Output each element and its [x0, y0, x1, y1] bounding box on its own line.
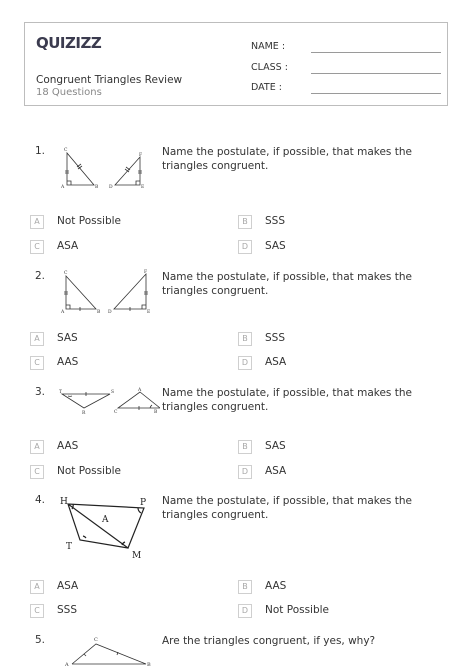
worksheet-header: [24, 22, 448, 106]
question-prompt: Name the postulate, if possible, that makes the triangles congruent.: [162, 495, 412, 521]
option-letter: B: [238, 215, 252, 229]
vertex-label: M: [132, 551, 142, 561]
question-prompt: Name the postulate, if possible, that makes the triangles congruent.: [162, 146, 412, 172]
triangle-figure: [56, 386, 160, 418]
option-text: SAS: [265, 440, 286, 452]
question-number: 1.: [35, 145, 46, 157]
triangle-figure: [56, 634, 156, 670]
option-letter: C: [30, 356, 44, 370]
vertex-label: B: [154, 410, 158, 415]
vertex-label: A: [102, 515, 109, 525]
quizizz-logo: QUIZIZZ: [36, 34, 102, 52]
vertex-label: B: [147, 662, 151, 668]
option-letter: D: [238, 356, 252, 370]
option-text: SAS: [57, 332, 78, 344]
name-line: [311, 52, 441, 53]
option-text: Not Possible: [57, 465, 122, 477]
option-text: SSS: [265, 215, 285, 227]
option-letter: B: [238, 332, 252, 346]
question-number: 5.: [35, 634, 46, 646]
triangle-figure: [56, 145, 152, 193]
option-letter: C: [30, 240, 44, 254]
option-text: ASA: [265, 356, 287, 368]
option-letter: A: [30, 440, 44, 454]
option-letter: D: [238, 604, 252, 618]
question-prompt: Name the postulate, if possible, that makes the triangles congruent.: [162, 271, 412, 297]
question-number: 3.: [35, 386, 46, 398]
vertex-label: D: [108, 310, 112, 315]
option-letter: A: [30, 215, 44, 229]
option-letter: D: [238, 240, 252, 254]
vertex-label: P: [140, 498, 147, 508]
option-text: AAS: [57, 356, 79, 368]
quiz-title: Congruent Triangles Review: [36, 74, 183, 86]
date-line: [311, 93, 441, 94]
vertex-label: F: [139, 153, 143, 158]
vertex-label: C: [64, 271, 68, 276]
option-text: ASA: [57, 240, 79, 252]
vertex-label: T: [66, 542, 73, 552]
question-number: 4.: [35, 494, 46, 506]
option-letter: A: [30, 580, 44, 594]
vertex-label: T: [59, 390, 63, 395]
vertex-label: S: [111, 390, 115, 395]
option-text: ASA: [265, 465, 287, 477]
option-text: AAS: [265, 580, 287, 592]
vertex-label: A: [138, 388, 142, 393]
vertex-label: C: [114, 410, 118, 415]
triangle-figure: [56, 492, 156, 562]
vertex-label: D: [109, 185, 113, 190]
option-letter: C: [30, 465, 44, 479]
vertex-label: B: [97, 310, 101, 315]
option-letter: A: [30, 332, 44, 346]
vertex-label: R: [82, 411, 86, 416]
option-text: SSS: [57, 604, 77, 616]
question-count: 18 Questions: [36, 87, 102, 98]
option-letter: B: [238, 440, 252, 454]
option-letter: D: [238, 465, 252, 479]
vertex-label: B: [95, 185, 99, 190]
name-label: NAME :: [251, 41, 286, 52]
class-line: [311, 73, 441, 74]
vertex-label: A: [61, 185, 65, 190]
class-label: CLASS :: [251, 62, 288, 73]
vertex-label: C: [64, 148, 68, 153]
option-text: SAS: [265, 240, 286, 252]
option-letter: C: [30, 604, 44, 618]
question-prompt: Are the triangles congruent, if yes, why?: [162, 635, 376, 647]
option-text: Not Possible: [265, 604, 330, 616]
vertex-label: E: [147, 310, 151, 315]
option-text: ASA: [57, 580, 79, 592]
vertex-label: C: [94, 637, 98, 643]
question-prompt: Name the postulate, if possible, that makes the triangles congruent.: [162, 387, 412, 413]
vertex-label: A: [61, 310, 65, 315]
triangle-figure: [56, 268, 152, 316]
question-number: 2.: [35, 270, 46, 282]
date-label: DATE :: [251, 82, 282, 93]
option-letter: B: [238, 580, 252, 594]
vertex-label: H: [60, 497, 68, 507]
vertex-label: F: [144, 270, 148, 275]
option-text: SSS: [265, 332, 285, 344]
option-text: Not Possible: [57, 215, 122, 227]
vertex-label: E: [141, 185, 145, 190]
option-text: AAS: [57, 440, 79, 452]
vertex-label: A: [65, 662, 69, 668]
